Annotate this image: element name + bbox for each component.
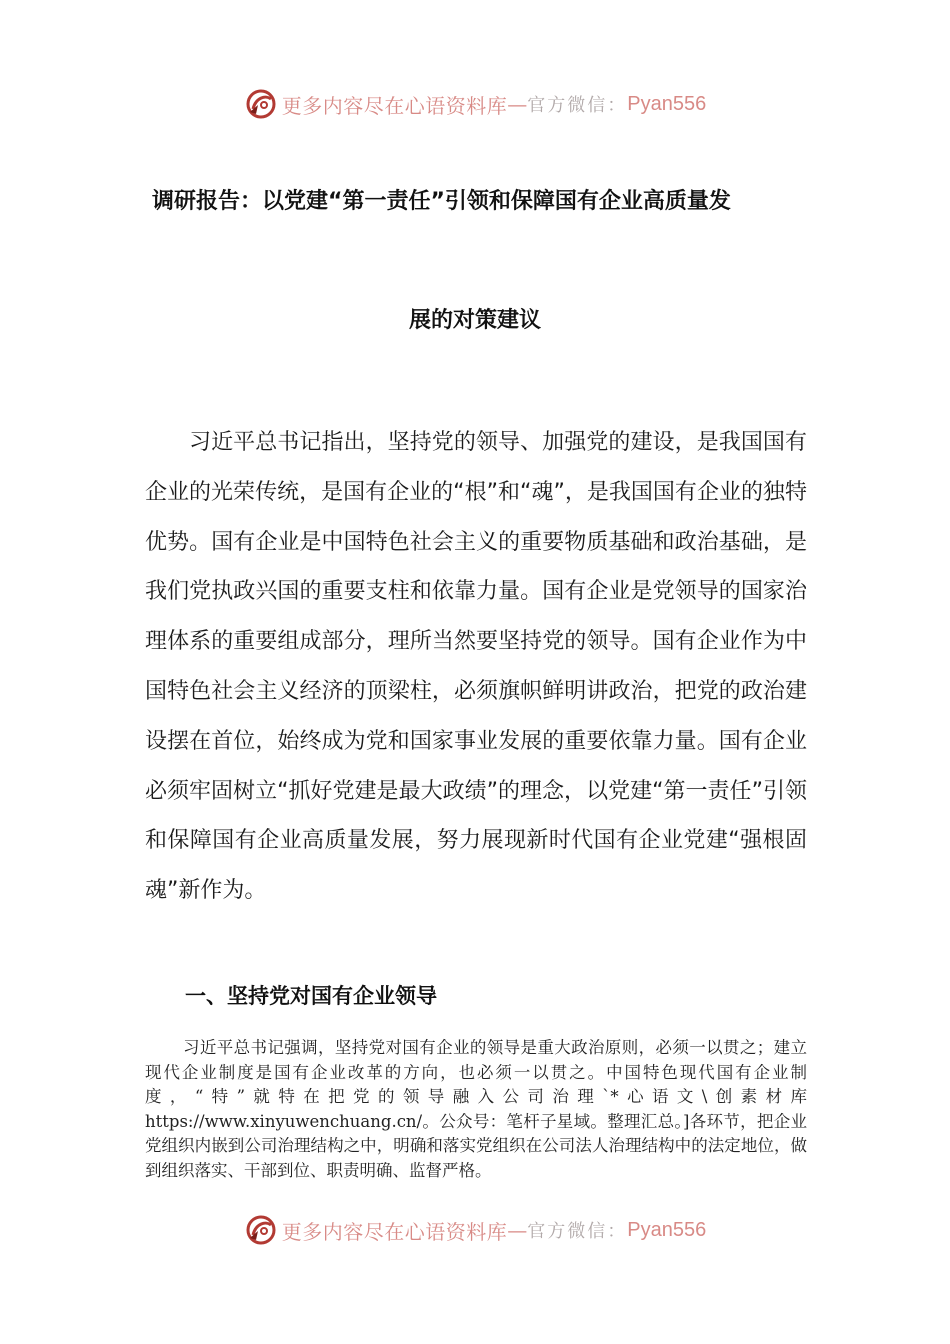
banner-separator: — [507,1218,528,1242]
header-banner[interactable] [0,84,950,124]
section1-paragraph: 习近平总书记强调，坚持党对国有企业的领导是重大政治原则，必须一以贯之；建立现代企业制度是国有企业改革的方向，也必须一以贯之。中国特色现代国有企业制度，“特”就特在把党的领导融入公司治理`*心语文\创素材库https://www.xinyuwenchuang.cn/。公众号：笔杆子星域。整理汇总。]各环节，把企业党组织内嵌到公司治理结构之中，明确和落实党组织在公司法人治理结构中的法定地位，做到组织落实、干部到位、职责明确、监督严格。 [145,1038,807,1180]
banner-wechat-label: 官方微信： [527,95,628,116]
banner-wechat-id: Pyan556 [627,92,707,115]
banner-slogan: 更多内容尽在心语资料库 [281,93,508,118]
swirl-logo-icon [244,1213,278,1247]
banner-slogan: 更多内容尽在心语资料库 [281,1219,508,1244]
swirl-logo-icon [244,87,278,121]
section1-heading: 一、坚持党对国有企业领导 [185,984,437,1008]
banner-wechat-label: 官方微信： [527,1221,628,1242]
footer-banner[interactable] [0,1210,950,1250]
document-title-line1: 调研报告：以党建“第一责任”引领和保障国有企业高质量发 [152,189,731,214]
banner-separator: — [507,92,528,116]
banner-wechat-id: Pyan556 [627,1218,707,1241]
intro-paragraph: 习近平总书记指出，坚持党的领导、加强党的建设，是我国国有企业的光荣传统，是国有企业的“根”和“魂”，是我国国有企业的独特优势。国有企业是中国特色社会主义的重要物质基础和政治基础，是我们党执政兴国的重要支柱和依靠力量。国有企业是党领导的国家治理体系的重要组成部分，理所当然要坚持党的领导。国有企业作为中国特色社会主义经济的顶梁柱，必须旗帜鲜明讲政治，把党的政治建设摆在首位，始终成为党和国家事业发展的重要依靠力量。国有企业必须牢固树立“抓好党建是最大政绩”的理念，以党建“第一责任”引领和保障国有企业高质量发展，努力展现新时代国有企业党建“强根固魂”新作为。 [145,430,807,904]
document-title-line2: 展的对策建议 [408,308,541,333]
